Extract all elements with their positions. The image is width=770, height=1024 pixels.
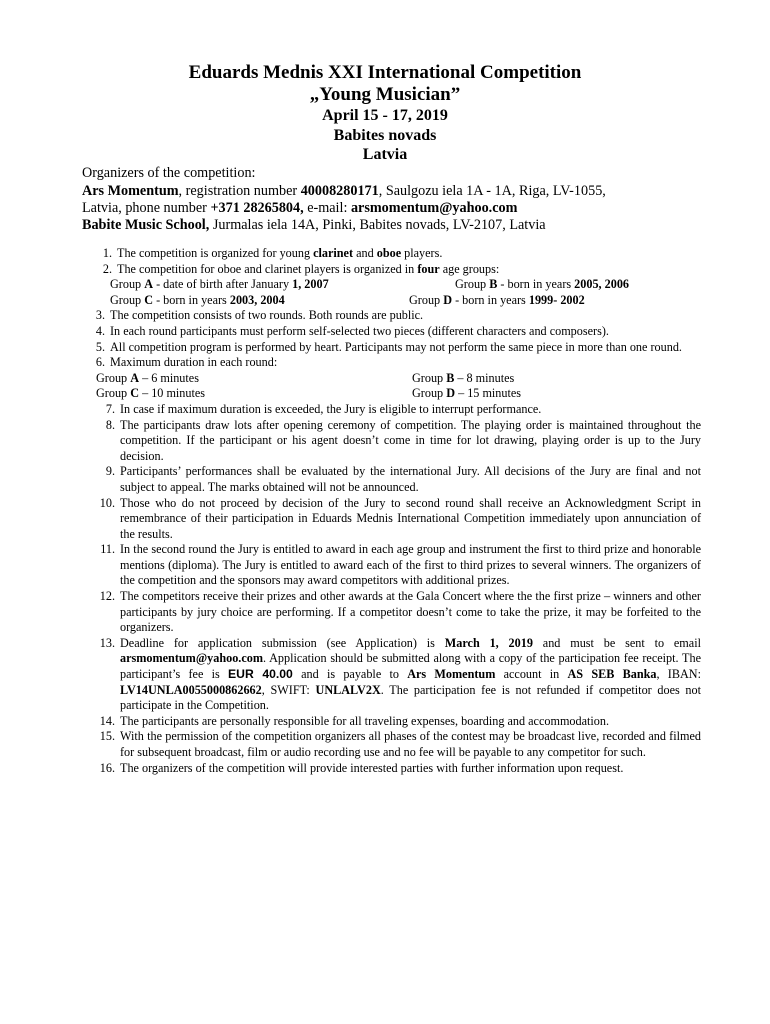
list-number: 12. (99, 589, 115, 604)
list-item (70, 761, 770, 777)
list-number: 13. (99, 635, 115, 650)
list-item (70, 636, 770, 714)
list-number: 15. (99, 729, 115, 744)
duration-row (0, 371, 770, 387)
organizer-contact-line (82, 199, 702, 217)
list-number: 2. (102, 261, 112, 276)
duration-row (0, 386, 770, 402)
organizer-2-name: Babite Music School, (82, 217, 210, 233)
reg-label: , registration number (178, 183, 301, 199)
rules-list (0, 246, 770, 776)
list-number: 8. (105, 417, 115, 432)
list-text: The competition consists of two rounds. Both rounds are public. (110, 308, 424, 323)
organizer-1-line (82, 182, 702, 200)
group-a: Group A - date of birth after January 1, 2007 (110, 277, 329, 292)
organizer-1-name: Ars Momentum (82, 183, 179, 199)
reg-number: 40008280171 (300, 183, 379, 199)
list-item (70, 418, 770, 465)
organizer-2-address: Jurmalas iela 14A, Pinki, Babites novads, LV-2107, Latvia (209, 217, 546, 233)
list-text: In the second round the Jury is entitled to award in each age group and instrument the first to third prize and honorable mentions (diploma). The Jury is entitled to award each of the first to third prizes to several winners. The organizers of the competition and the sponsors may award competitors with additional prizes. (120, 542, 701, 588)
list-number: 10. (99, 495, 115, 510)
list-number: 1. (102, 246, 112, 260)
age-group-row (0, 293, 770, 309)
duration-c: Group C – 10 minutes (96, 386, 206, 401)
group-d: Group D - born in years 1999- 2002 (409, 292, 585, 307)
list-number: 5. (95, 339, 105, 354)
group-c: Group C - born in years 2003, 2004 (110, 292, 285, 307)
list-item (70, 355, 770, 371)
email-address: arsmomentum@yahoo.com (350, 200, 518, 216)
duration-b: Group B – 8 minutes (412, 370, 515, 385)
list-text: Participants’ performances shall be evaluated by the international Jury. All decisions of the Jury are final and not subject to appeal. The marks obtained will not be announced. (120, 464, 701, 494)
list-text: The competition is organized for young clarinet and oboe players. (117, 246, 443, 260)
list-number: 4. (95, 323, 105, 338)
email-label: e-mail: (303, 200, 351, 216)
list-number: 14. (99, 713, 115, 728)
competition-subtitle: „Young Musician” (309, 84, 461, 105)
organizers-heading: Organizers of the competition: (82, 165, 256, 181)
organizer-2-line (82, 216, 702, 234)
list-item (70, 402, 770, 418)
list-number: 6. (95, 355, 105, 370)
list-number: 16. (99, 760, 115, 775)
list-item (70, 496, 770, 543)
list-text: The organizers of the competition will provide interested parties with further information upon request. (120, 760, 624, 775)
organizer-1-address: , Saulgozu iela 1A - 1A, Riga, LV-1055, (378, 183, 606, 199)
list-text: The participants draw lots after opening ceremony of competition. The playing order is maintained throughout the competition. If the participant or his agent doesn’t come in time for lot drawing, playing order is up to the Jury decision. (120, 417, 701, 463)
list-text: The participants are personally responsible for all traveling expenses, boarding and accommodation. (120, 713, 610, 728)
list-item (70, 324, 770, 340)
list-item (70, 542, 770, 589)
list-item (77, 262, 770, 278)
age-group-row (0, 277, 770, 293)
list-item (77, 246, 770, 262)
competition-place: Babites novads (333, 127, 437, 144)
competition-dates: April 15 - 17, 2019 (322, 107, 448, 124)
group-b: Group B - born in years 2005, 2006 (455, 277, 630, 292)
list-text: With the permission of the competition organizers all phases of the contest may be broadcast live, recorded and filmed for subsequent broadcast, film or audio recording use and no fee will be payable to any competitor for such. (120, 729, 701, 759)
list-text: The competition for oboe and clarinet players is organized in four age groups: (117, 261, 500, 276)
list-item (70, 308, 770, 324)
competition-country: Latvia (362, 146, 408, 163)
list-item (70, 714, 770, 730)
phone-number: +371 28265804, (210, 200, 304, 216)
list-number: 3. (95, 308, 105, 323)
list-item (70, 464, 770, 495)
list-text: In each round participants must perform self-selected two pieces (different characters and composers). (110, 323, 609, 338)
list-text: Those who do not proceed by decision of the Jury to second round shall receive an Acknowledgment Script in remembrance of their participation in Eduards Mednis International Competition immediately upon annunciation of the results. (120, 495, 701, 541)
list-number: 11. (100, 542, 115, 557)
list-item (70, 729, 770, 760)
list-item (70, 589, 770, 636)
list-text: All competition program is performed by heart. Participants may not perform the same piece in more than one round. (110, 339, 682, 354)
list-number: 9. (105, 464, 115, 479)
competition-title: Eduards Mednis XXI International Competition (188, 62, 582, 83)
duration-d: Group D – 15 minutes (412, 386, 522, 401)
list-number: 7. (105, 401, 115, 416)
list-text: Maximum duration in each round: (110, 355, 278, 370)
list-item (70, 340, 770, 356)
list-text: In case if maximum duration is exceeded, the Jury is eligible to interrupt performance. (120, 401, 542, 416)
list-text: The competitors receive their prizes and other awards at the Gala Concert where the the first prize – winners and other participants by jury choice are performing. If a competitor doesn’t come to take the prize, it may be forfeited to the organizers. (120, 589, 701, 635)
phone-label: Latvia, phone number (82, 200, 211, 216)
list-text: Deadline for application submission (see Application) is March 1, 2019 and must be sent to email arsmomentum@yahoo.com. Application should be submitted along with a copy of the participation fee receipt. The participant’s fee is EUR 40.00 and is payable to Ars Momentum account in AS SEB Banka, IBAN: LV14UNLA0055000862662, SWIFT: UNLALV2X. The participation fee is not refunded if competitor does not participate in the Competition. (120, 635, 702, 713)
duration-a: Group A – 6 minutes (96, 370, 199, 385)
